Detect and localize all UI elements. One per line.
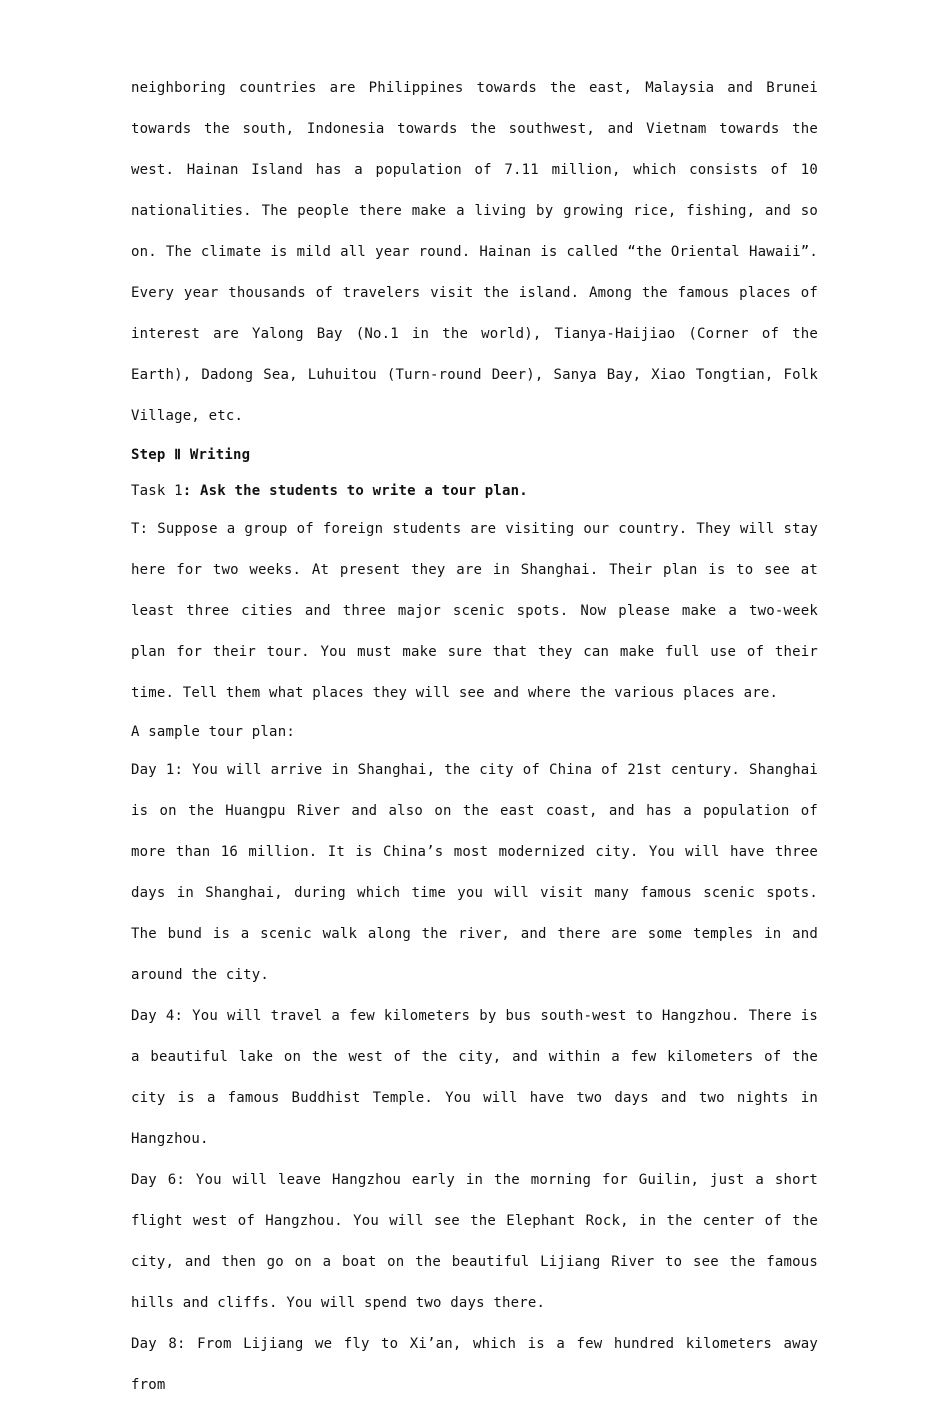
teacher-paragraph: T: Suppose a group of foreign students are visiting our country. They will stay here for two weeks. At present they are in Shanghai. Their plan is to see at least three cities and three major scenic spots. Now please make a two-week plan for their tour. You must make sure that they can make full use of their time. Tell them what places they will see and where the various places are. [131,521,818,701]
task-text: : Ask the students to write a tour plan. [182,483,528,499]
day4-paragraph: Day 4: You will travel a few kilometers by bus south-west to Hangzhou. There is a beautiful lake on the west of the city, and within a few kilometers of the city is a famous Buddhist Temple. You will have two days and two nights in Hangzhou. [131,1008,818,1147]
day1-paragraph: Day 1: You will arrive in Shanghai, the city of China of 21st century. Shanghai is on the Huangpu River and also on the east coast, and has a population of more than 16 million. It is China’s most modernized city. You will have three days in Shanghai, during which time you will visit many famous scenic spots. The bund is a scenic walk along the river, and there are some temples in and around the city. [131,762,818,983]
task-line [131,473,818,509]
task-label: Task 1 [131,483,183,499]
day8-paragraph: Day 8: From Lijiang we fly to Xi’an, which is a few hundred kilometers away from [131,1336,818,1393]
hainan-paragraph: neighboring countries are Philippines towards the east, Malaysia and Brunei towards the south, Indonesia towards the southwest, and Vietnam towards the west. Hainan Island has a population of 7.11 million, which consists of 10 nationalities. The people there make a living by growing rice, fishing, and so on. The climate is mild all year round. Hainan is called “the Oriental Hawaii”. Every year thousands of travelers visit the island. Among the famous places of interest are Yalong Bay (No.1 in the world), Tianya-Haijiao (Corner of the Earth), Dadong Sea, Luhuitou (Turn-round Deer), Sanya Bay, Xiao Tongtian, Folk Village, etc. [131,80,818,424]
document-page [131,68,818,1406]
sample-title: A sample tour plan: [131,724,295,740]
day6-paragraph: Day 6: You will leave Hangzhou early in the morning for Guilin, just a short flight west of Hangzhou. You will see the Elephant Rock, in the center of the city, and then go on a boat on the beautiful Lijiang River to see the famous hills and cliffs. You will spend two days there. [131,1172,818,1311]
step-heading: Step Ⅱ Writing [131,447,251,463]
